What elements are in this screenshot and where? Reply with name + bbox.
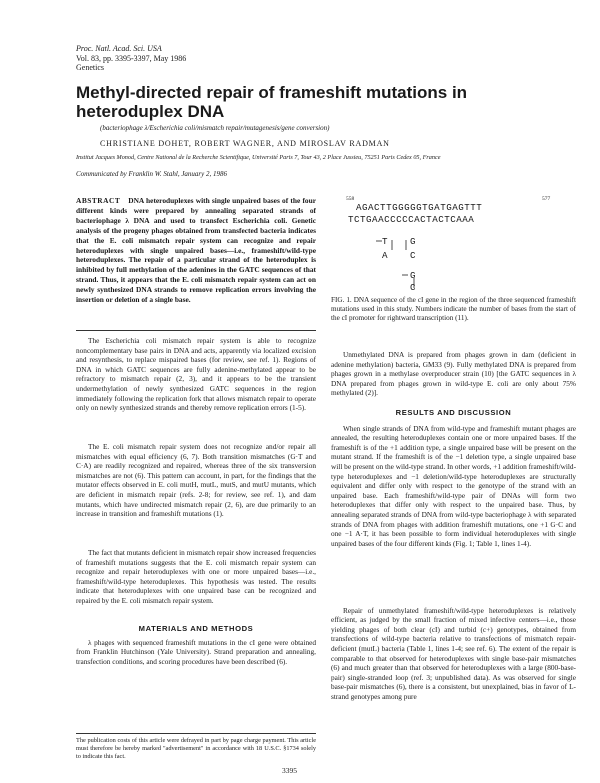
results-paragraph-2: Repair of unmethylated frameshift/wild-type heteroduplexes is relatively efficient, as judged by the small fraction of mixed infective centers—i.e., those yielding phages of both clear (cI) and turbid (c+) genotypes, obtained from transfections of wild-type bacteria relative to transfections of mismatch repair-deficient (mutL) bacteria (Table 1, lines 1-4; see ref. 6). The extent of the repair is comparable to that observed for heteroduplexes with single base-pair mismatches (6) and much greater than that observed for heteroduplexes with a large (800-base-pair) single-stranded loop (ref. 3; unpublished data). As was observed for single base-pair mismatches (6), there is a consistent, but unexplained, bias in favor of L-strand genotypes among pure (331, 605, 576, 701)
journal-header (76, 44, 186, 73)
footnote-divider (76, 733, 316, 734)
keywords: (bacteriophage λ/Escherichia coli/mismatch repair/mutagenesis/gene conversion) (100, 124, 330, 132)
results-paragraph-1: When single strands of DNA from wild-type and frameshift mutant phages are annealed, the resulting heteroduplexes contain one or more unpaired bases. If the frameshift is of the +1 addition type, a single unpaired base will be present on the mutant strand. If the frameshift is of the −1 deletion type, a single unpaired base will be present on the wild-type strand. In other words, +1 addition frameshift/wild-type heteroduplexes and −1 deletion/wild-type heteroduplexes are structurally equivalent and differ only with respect to the genotype of the strand with an unpaired base. Each frameshift/wild-type pair of DNAs will form two heteroduplexes that differ only with respect to the unpaired base. Thus, by annealing separated strands of DNA from wild-type bacteriophage λ with separated strands of DNA from phages with addition frameshift mutations, one +1 G·C and one −1 A·T, it has been possible to form individual heteroduplexes with single unpaired bases of the four different kinds (Fig. 1; Table 1, lines 1-4). (331, 423, 576, 548)
heteroduplex-1-bottom-left: A (382, 250, 389, 261)
heteroduplex-2-top: G (410, 270, 417, 281)
figure-position-start: 558 (346, 196, 355, 202)
results-heading: RESULTS AND DISCUSSION (395, 408, 512, 417)
journal-volume: Vol. 83, pp. 3395-3397, May 1986 (76, 53, 187, 63)
abstract-text: DNA heteroduplexes with single unpaired bases of the four different kinds were prepared by annealing separated strands of bacteriophage λ DNA and used to transfect Escherichia coli. Genetic analysis of the progeny phages obtained from transfected bacteria indicates that the E. coli mismatch repair system can recognize and repair heteroduplexes with single unpaired bases—i.e., frameshift/wild-type heteroduplexes. The repair of a particular strand of the heteroduplex is inhibited by full methylation of the adenines in the GATC sequences of that strand. Thus, it appears that the E. coli mismatch repair system can act on newly synthesized DNA strands to remove replication errors involving the insertion or deletion of a single base. (76, 196, 316, 305)
heteroduplex-lines (376, 234, 426, 292)
abstract-divider (76, 330, 316, 331)
footnote: The publication costs of this article were defrayed in part by page charge payment. This article must therefore be hereby marked "advertisement" in accordance with 18 U.S.C. §1734 solely to indicate this fact. (76, 737, 316, 760)
heteroduplex-2-bottom: C (410, 282, 417, 293)
figure-position-end: 577 (542, 196, 551, 202)
figure-1 (346, 196, 576, 292)
paper-title: Methyl-directed repair of frameshift mutations in heteroduplex DNA (76, 83, 468, 121)
heteroduplex-1-top-left: T (382, 236, 389, 247)
journal-name: Proc. Natl. Acad. Sci. USA (76, 44, 162, 53)
communicated-by: Communicated by Franklin W. Stahl, January 2, 1986 (76, 170, 228, 178)
right-column (331, 350, 576, 740)
sequence-bottom-strand: TCTGAACCCCCACTACTCAAA (348, 214, 475, 225)
methods-paragraph: λ phages with sequenced frameshift mutations in the cI gene were obtained from Franklin Hutchinson (Yale University). Strand preparation and annealing, transfection conditions, and scoring procedures have been described (6). (76, 637, 316, 666)
intro-paragraph-2: The E. coli mismatch repair system does not recognize and/or repair all mismatches with equal efficiency (6, 7). Both transition mismatches (G·T and C·A) are readily recognized and repaired, whereas three of the six transversion mismatches are not (6). This pattern can account, in part, for the findings that the mutator effects observed in E. coli mutH, mutL, mutS, and mutU mutants, which are deficient in mismatch repair (refs. 2-8; for review, see ref. 1), and dam mutants, which have undirected mismatch repair (2, 6), are due primarily to an increase in transition and frameshift mutations (1). (76, 442, 316, 519)
page-number: 3395 (282, 766, 297, 775)
abstract-label: ABSTRACT (76, 196, 121, 205)
affiliation: Institut Jacques Monod, Centre National de la Recherche Scientifique, Université Paris 7, Tour 43, 2 Place Jussieu, 75251 Paris Cedex 05, France (76, 154, 441, 161)
heteroduplex-1-top-right: G (410, 236, 417, 247)
heteroduplex-1-bottom-right: C (410, 250, 417, 261)
journal-section: Genetics (76, 63, 104, 72)
abstract (76, 196, 316, 324)
left-column (76, 336, 316, 678)
methods-paragraph-2: Unmethylated DNA is prepared from phages grown in dam (deficient in adenine methylation) bacteria, GM33 (9). Fully methylated DNA is prepared from phages grown in a methylase overproducer strain (10) [the GATC sequences in λ DNA prepared from phages grown in wild-type E. coli are only about 75% methylated (2)]. (331, 350, 576, 398)
methods-heading: MATERIALS AND METHODS (138, 624, 254, 633)
intro-paragraph-3: The fact that mutants deficient in mismatch repair show increased frequencies of frameshift mutations suggests that the E. coli mismatch repair system can recognize and repair heteroduplexes with one or more unpaired bases—i.e., frameshift/wild-type heteroduplexes. This hypothesis was tested. The results indicate that heteroduplexes with one unpaired base can be recognized and repaired by the E. coli mismatch repair system. (76, 548, 316, 605)
figure-1-caption: FIG. 1. DNA sequence of the cI gene in the region of the three sequenced frameshift mutations used in this study. Numbers indicate the number of bases from the start of the cI promoter for rightward transcription (11). (331, 296, 576, 322)
sequence-top-strand: AGACTTGGGGGTGATGAGTTT (356, 202, 483, 213)
authors: CHRISTIANE DOHET, ROBERT WAGNER, AND MIROSLAV RADMAN (100, 139, 390, 148)
intro-paragraph-1: The Escherichia coli mismatch repair system is able to recognize noncomplementary base pairs in DNA and acts, apparently via localized excision and resynthesis, to replace mispaired bases (for review, see ref. 1). Regions of DNA in which GATC sequences are fully adenine-methylated appear to be refractory to mismatch repair (2, 3), and it appears to be the transient undermethylation of newly synthesized GATC sequences in the region immediately following the replication fork that allows mismatch repair to operate only on newly synthesized strands and thereby remove replication errors (1-5). (76, 336, 316, 413)
